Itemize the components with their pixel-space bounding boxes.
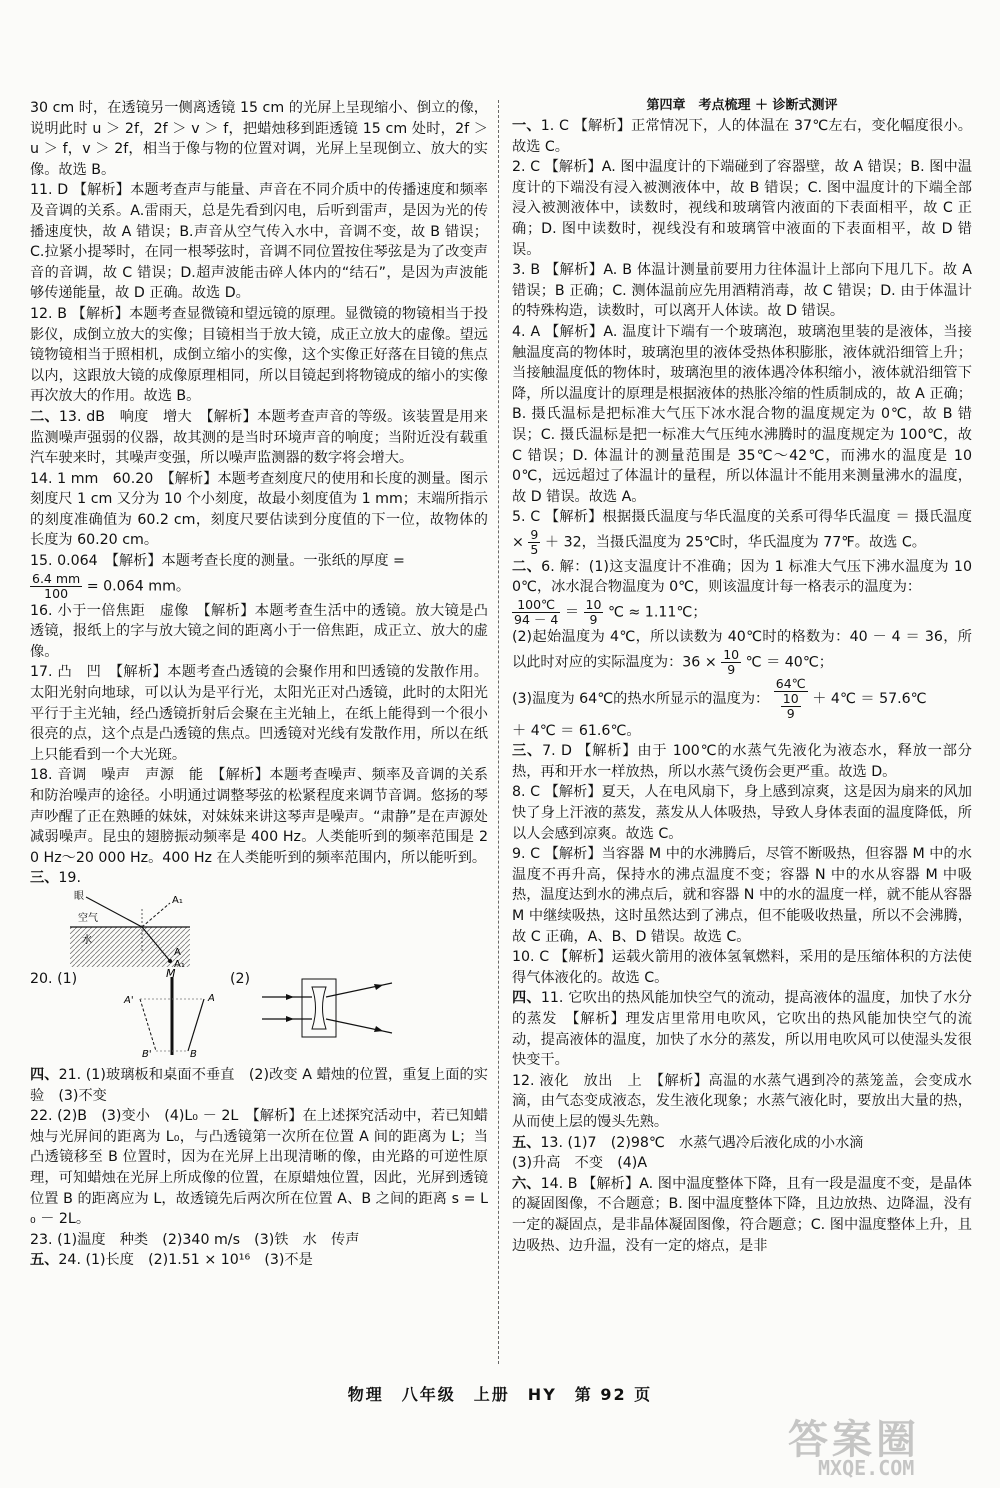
answer-14: 14. 1 mm 60.20 【解析】本题考查刻度尺的使用和长度的测量。图示刻度尺 1 cm 又分为 10 个小刻度，故最小刻度值为 1 mm；末端所指示的刻度准确值为 60.2 cm，刻度尺要估读到分度值的下一位，故物体的长度为 60.20 cm。	[30, 470, 488, 549]
ch4-answer-14-text: 14. B 【解析】A. 图中温度整体下降，且有一段是温度不变，是晶体的凝固图像，不合题意；B. 图中温度整体下降，且边放热、边降温，没有一定的凝固点，是非晶体凝固图像，符合题意；C. 图中温度整体上升，且边吸热、边升温，没有一定的熔点，是非	[512, 1175, 972, 1254]
fraction-denominator: 100	[44, 585, 69, 601]
arrow-icon	[286, 1016, 294, 1022]
section-marker-5: 五、	[30, 1252, 59, 1269]
answer-19	[30, 868, 488, 889]
ch4-answer-8: 8. C 【解析】夏天，人在电风扇下，身上感到凉爽，这是因为扇来的风加快了身上汗液的蒸发，蒸发从人体吸热，导致人身体表面的温度降低，所以人会感到凉爽。故选 C。	[512, 784, 972, 842]
ch4-answer-13-cont: (3)升高 不变 (4)A	[512, 1155, 648, 1172]
part2-text: (2)起始温度为 4℃，所以读数为 40℃时的格数为：40 － 4 ＝ 36，所以此时对应的实际温度为：36 ×	[512, 629, 972, 671]
answer-22: 22. (2)B (3)变小 (4)L₀ － 2L 【解析】在上述探究活动中，若已知蜡烛与光屏间的距离为 L₀，与凸透镜第一次所在位置 A 间的距离为 L；当凸透镜移至 B 位置时，因为在光屏上出现清晰的像，由光路的可逆性原理，可知蜡烛在光屏上所成像的位置，在原蜡烛位置，因此，光屏到透镜位置 B 的距离应为 L，故透镜先后两次所在位置 A、B 之间的距离 s = L₀ － 2L。	[30, 1108, 488, 1228]
part2-result: ℃ ＝ 40℃；	[745, 654, 833, 671]
eye-label: 眼	[74, 890, 84, 902]
fraction-10-9	[584, 598, 604, 627]
concave-lens	[312, 987, 326, 1029]
ch4-answer-6-part2	[512, 627, 972, 677]
right-column	[512, 98, 972, 1256]
b-prime-label: B'	[142, 1048, 152, 1059]
a-label: A	[208, 992, 215, 1004]
answer-24-text: 24. (1)长度 (2)1.51 × 10¹⁶ (3)不是	[58, 1252, 313, 1269]
inner-numerator: 10	[782, 690, 799, 706]
fraction-9-5	[528, 528, 540, 557]
left-column	[30, 98, 488, 1271]
ch4-answer-11-text: 11. 它吹出的热风能加快空气的流动，提高液体的温度，加快了水分的蒸发 【解析】理发店里常用电吹风，它吹出的热风能加快空气的流动，提高液体的温度，加快了水分的蒸发，所以用电吹风可以使湿头发很快变干。	[512, 990, 972, 1069]
answer-10-continued: 30 cm 时，在透镜另一侧离透镜 15 cm 的光屏上呈现缩小、倒立的像，说明此时 u ＞ 2f，2f ＞ v ＞ f，把蜡烛移到距透镜 15 cm 处时，2f ＞ u ＞ f，v ＞ 2f，相当于像与物的位置对调，光屏上呈现倒立、放大的实像。故选 B。	[30, 100, 488, 178]
answer-24	[30, 1250, 488, 1271]
part3-result: ＋ 4℃ ＝ 57.6℃	[812, 690, 927, 707]
section-marker-1: 一、	[512, 118, 541, 134]
answer-15-result: = 0.064 mm。	[86, 578, 191, 595]
answer-15-text: 15. 0.064 【解析】本题考查长度的测量。一张纸的厚度 =	[30, 553, 405, 570]
column-divider	[498, 100, 499, 1364]
answer-13-text: 13. dB 响度 增大 【解析】本题考查声音的等级。该装置是用来监测噪声强弱的仪器，故其测的是当时环境声音的响度；当附近没有载重汽车驶来时，其噪声变强，所以噪声监测器的数字将会增大。	[30, 408, 488, 467]
image-segment	[140, 999, 156, 1051]
answer-12: 12. B 【解析】本题考查显微镜和望远镜的原理。显微镜的物镜相当于投影仪，成倒立放大的实像；目镜相当于放大镜，成正立放大的虚像。望远镜物镜相当于照相机，成倒立缩小的实像，这个实像正好落在目镜的焦点以内，这跟放大镜的成像原理相同，所以目镜起到将物镜成的缩小的实像再次放大的作用。故选 B。	[30, 305, 488, 405]
section-marker-2: 二、	[512, 558, 542, 575]
ch4-answer-5	[512, 507, 972, 557]
answer-21	[30, 1065, 488, 1106]
section-marker-5: 五、	[512, 1134, 541, 1151]
figure-20-concave-lens	[256, 975, 406, 1045]
fraction-10-9	[721, 648, 741, 677]
a1-label: A₁	[172, 894, 183, 906]
ch4-answer-9: 9. C 【解析】当容器 M 中的水沸腾后，尽管不断吸热，但容器 M 中的水温度不再升高，保持水的沸点温度不变；容器 N 中的水从容器 M 中吸热，温度达到水的沸点后，就和容器 N 中的水的温度一样，就不能从容器 M 中继续吸热，这时虽然达到了沸点，但不能吸收热量，所以不会沸腾，故 C 正确，A、B、D 错误。故选 C。	[512, 846, 972, 945]
light-ray-reflected	[142, 903, 170, 927]
compound-fraction	[774, 677, 808, 721]
answer-20	[30, 969, 488, 1065]
fraction-denominator: 9	[727, 661, 736, 677]
answer-20-label-1: 20. (1)	[30, 970, 78, 987]
fraction-denominator	[774, 692, 808, 721]
object-segment	[188, 999, 204, 1051]
answer-16: 16. 小于一倍焦距 虚像 【解析】本题考查生活中的透镜。放大镜是凸透镜，报纸上的字与放大镜之间的距离小于一倍焦距，成正立、放大的虚像。	[30, 602, 488, 660]
figure-20-mirror	[100, 969, 240, 1059]
watermark-url: MXQE.COM	[818, 1456, 915, 1480]
ch4-answer-5-text: 5. C 【解析】根据摄氏温度与华氏温度的关系可得华氏温度 ＝ 摄氏温度 ×	[512, 509, 972, 551]
answer-23: 23. (1)温度 种类 (2)340 m/s (3)铁 水 传声	[30, 1231, 360, 1248]
a1-image-label: A₁	[174, 958, 185, 969]
section-marker-3: 三、	[30, 870, 59, 887]
ch4-answer-7	[512, 741, 972, 782]
section-marker-6: 六、	[512, 1175, 541, 1192]
part3-text: (3)温度为 64℃的热水所显示的温度为：	[512, 690, 770, 707]
equals-sign: ＝	[564, 604, 580, 621]
chapter-header: 第四章 考点梳理 ＋ 诊断式测评	[646, 98, 838, 113]
ch4-answer-1-text: 1. C 【解析】正常情况下，人的体温在 37℃左右，变化幅度很小。故选 C。	[512, 118, 972, 155]
ch4-answer-6-part3	[512, 677, 972, 742]
section-marker-4: 四、	[512, 990, 541, 1007]
point-a	[168, 959, 172, 963]
arrow-icon	[374, 1026, 383, 1032]
fraction-numerator: 64℃	[775, 675, 806, 691]
mirror-label: M	[166, 968, 176, 980]
ch4-answer-6-text: 6. 解：(1)这支温度计不准确；因为 1 标准大气压下沸水温度为 100℃，冰水混合物温度为 0℃，则该温度计每一格表示的温度为：	[512, 558, 972, 596]
section-marker-2: 二、	[30, 408, 59, 425]
ch4-answer-10: 10. C 【解析】运载火箭用的液体氢氧燃料，采用的是压缩体积的方法使得气体液化的。故选 C。	[512, 949, 972, 986]
air-label: 空气	[78, 912, 98, 924]
ch4-answer-7-text: 7. D 【解析】由于 100℃的水蒸气先液化为液态水，释放一部分热，再和开水一样放热，所以水蒸气烫伤会更严重。故选 D。	[512, 743, 972, 780]
ch4-answer-2: 2. C 【解析】A. 图中温度计的下端碰到了容器壁，故 A 错误；B. 图中温度计的下端没有浸入被测液体中，故 B 错误；C. 图中温度计的下端全部浸入被测液体中，读数时，视线和玻璃管内液面的下表面相平，故 C 正确；D. 图中读数时，视线没有和玻璃管中液面的下表面相平，故 D 错误。	[512, 159, 972, 258]
ch4-answer-13-text: 13. (1)7 (2)98℃ 水蒸气遇冷后液化成的小水滴	[540, 1134, 864, 1151]
ch4-answer-12: 12. 液化 放出 上 【解析】高温的水蒸气遇到冷的蒸笼盖，会变成水滴，由气态变成液态，发生液化现象；水蒸气液化时，要放出大量的热，从而使上层的馒头先熟。	[512, 1072, 972, 1130]
ch4-answer-3: 3. B 【解析】A. B 体温计测量前要用力往体温计上部向下甩几下。故 A 错误；B 正确；C. 测体温前应先用酒精消毒，故 C 错误；D. 由于体温计的特殊构造，读数时，可以离开人体读。故 D 错误。	[512, 262, 972, 320]
fraction-numerator: 9	[530, 526, 539, 542]
ch4-answer-11	[512, 988, 972, 1070]
ch4-answer-13	[512, 1133, 972, 1154]
ch4-answer-1	[512, 116, 972, 157]
section-marker-4: 四、	[30, 1066, 59, 1083]
fraction-denominator: 5	[530, 541, 539, 557]
fraction-numerator: 10	[585, 597, 602, 613]
a-prime-label: A'	[124, 994, 134, 1006]
arrow-icon	[286, 994, 294, 1000]
part3-result-2: ＋ 4℃ ＝ 61.6℃。	[512, 722, 641, 739]
ch4-answer-6	[512, 557, 972, 627]
ch4-answer-14	[512, 1174, 972, 1256]
inner-denominator: 9	[786, 705, 795, 721]
answer-21-text: 21. (1)玻璃板和桌面不垂直 (2)改变 A 蜡烛的位置，重复上面的实验 (3)不变	[30, 1066, 488, 1104]
answer-11: 11. D 【解析】本题考查声与能量、声音在不同介质中的传播速度和频率及音调的关系。A.雷雨天，总是先看到闪电，后听到雷声，是因为光的传播速度快，故 A 错误；B.声音从空气传入水中，音调不变，故 B 错误；C.拉紧小提琴时，在同一根琴弦时，音调不同位置按住琴弦是为了改变声音的音调，故 C 错误；D.超声波能击碎人体内的“结石”，是因为声波能够传递能量，故 D 正确。故选 D。	[30, 182, 488, 302]
fraction-numerator: 100℃	[512, 598, 560, 613]
lens-box	[302, 979, 336, 1037]
answer-13	[30, 407, 488, 469]
watermark-logo	[768, 1408, 988, 1484]
b-label: B	[190, 1048, 197, 1059]
ch4-answer-6-result: ℃ ≈ 1.11℃；	[607, 604, 707, 621]
answer-20-label-2: (2)	[230, 970, 251, 987]
fraction-denominator: 9	[589, 612, 598, 628]
ch4-answer-4: 4. A 【解析】A. 温度计下端有一个玻璃泡，玻璃泡里装的是液体，当接触温度高的物体时，玻璃泡里的液体受热体积膨胀，液体就沿细管上升；当接触温度低的物体时，玻璃泡里的液体遇冷体积缩小，液体就沿细管下降，所以温度计的原理是根据液体的热胀冷缩的性质制成的，故 A 正确；B. 摄氏温标是把标准大气压下冰水混合物的温度规定为 0℃，故 B 错误；C. 摄氏温标是把一标准大气压纯水沸腾时的温度规定为 100℃，故 C 错误；D. 体温计的测量范围是 35℃～42℃，而沸水的温度是 100℃，远远超过了体温计的量程，所以体温计不能用来测量沸水的温度，故 D 错误。故选 A。	[512, 323, 972, 505]
fraction-numerator: 6.4 mm	[32, 570, 81, 586]
ch4-answer-5-tail: ＋ 32，当摄氏温度为 25℃时，华氏温度为 77℉。故选 C。	[544, 534, 926, 551]
water-label: 水	[82, 934, 92, 946]
page-footer: 物理 八年级 上册 HY 第 92 页	[347, 1385, 653, 1404]
answer-15	[30, 551, 488, 601]
fraction-100-90	[512, 598, 560, 627]
answer-18: 18. 音调 噪声 声源 能 【解析】本题考查噪声、频率及音调的关系和防治噪声的途径。小明通过调整琴弦的松紧程度来调节音调。悠扬的琴声吵醒了正在熟睡的妹妹，对妹妹来讲这琴声是噪声。“肃静”是在声源处减弱噪声。昆虫的翅膀振动频率是 400 Hz。人类能听到的频率范围是 20 Hz～20 000 Hz。400 Hz 在人类能听到的频率范围内，所以能听到。	[30, 767, 488, 866]
figure-19-refraction	[30, 889, 210, 969]
a-label: A	[174, 946, 181, 958]
watermark-mark: 答案圈	[788, 1417, 920, 1463]
section-marker-3: 三、	[512, 743, 543, 760]
arrow-icon	[374, 984, 383, 990]
fraction-paper-thickness	[30, 572, 82, 601]
fraction-denominator: 94 － 4	[514, 612, 559, 628]
answer-17: 17. 凸 凹 【解析】本题考查凸透镜的会聚作用和凹透镜的发散作用。太阳光射向地球，可以认为是平行光，太阳光正对凸透镜，此时的太阳光平行于主光轴，经凸透镜折射后会聚在主光轴上，在纸上能得到一个很小很亮的点，这个点是凸透镜的焦点。凹透镜对光线有发散作用，所以在纸上只能看到一个大光斑。	[30, 664, 488, 763]
fraction-numerator: 10	[723, 646, 740, 662]
answer-19-label: 19.	[58, 870, 81, 887]
